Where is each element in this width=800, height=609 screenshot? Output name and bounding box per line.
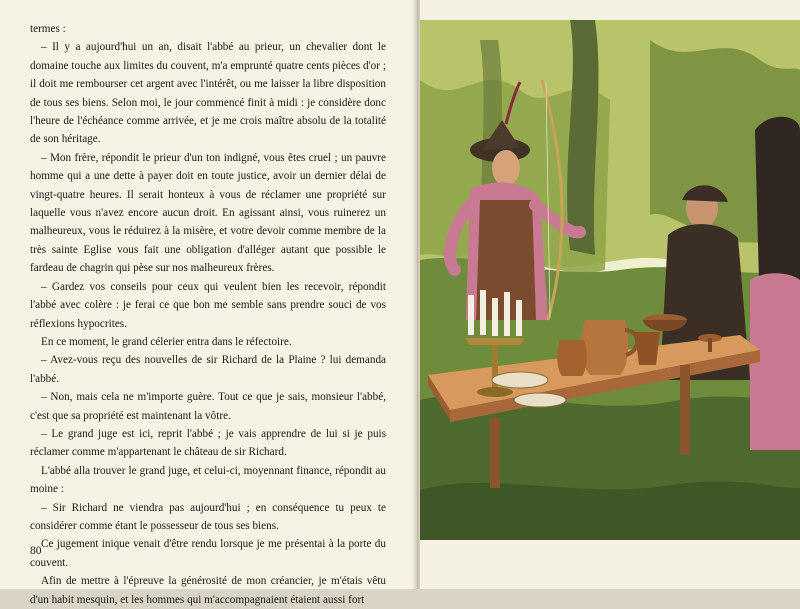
paragraph: – Non, mais cela ne m'importe guère. Tout ce que je sais, monsieur l'abbé, c'est que sa propriété est maintenant la vôtre. [30, 391, 386, 422]
mug [635, 332, 660, 365]
candle [468, 295, 474, 335]
candelabra-base [477, 387, 513, 397]
table-leg [490, 418, 500, 488]
paragraph: – Avez-vous reçu des nouvelles de sir Richard de la Plaine ? lui demanda l'abbé. [30, 354, 386, 385]
plate [514, 393, 566, 407]
ground-foreground [420, 482, 800, 540]
jug [557, 340, 587, 376]
table-leg [680, 365, 690, 455]
candle [516, 300, 522, 336]
paragraph: termes : [30, 23, 66, 35]
paragraph: L'abbé alla trouver le grand juge, et celui-ci, moyennant finance, répondit au moine : [30, 464, 386, 496]
candle [492, 298, 498, 336]
illustration-page [420, 0, 800, 589]
archer-face [492, 150, 520, 186]
plate [492, 372, 548, 388]
paragraph: Ce jugement inique venait d'être rendu lorsque je me présentai à la porte du couvent. [30, 538, 386, 569]
page-number: 80 [30, 545, 42, 557]
paragraph: En ce moment, le grand célerier entra dans le réfectoire. [41, 335, 292, 348]
candle [504, 292, 510, 336]
paragraph: – Le grand juge est ici, reprit l'abbé ; je vais apprendre de lui si je puis réclamer comme m'appartenant le château de sir Richard. [30, 427, 386, 459]
forest-banquet-illustration [420, 20, 800, 540]
body-text [30, 20, 386, 609]
candle [480, 290, 486, 335]
paragraph: – Gardez vos conseils pour ceux qui veulent bien les recevoir, répondit l'abbé avec colère : je ferai ce que bon me semble sans prendre souci de vos réflexions hypocrites. [30, 280, 386, 330]
paragraph: Afin de mettre à l'épreuve la générosité de mon créancier, je m'étais vêtu d'un habit mesquin, et les hommes qui m'accompagnaient étaient aussi fort [30, 575, 386, 606]
paragraph: – Sir Richard ne viendra pas aujourd'hui ; en conséquence tu peux te considérer comme étant le possesseur de tous ses biens. [30, 501, 386, 532]
goblet-stem [708, 338, 712, 352]
paragraph: – Il y a aujourd'hui un an, disait l'abbé au prieur, un chevalier dont le domaine touche aux limites du couvent, m'a emprunté quatre cents pièces d'or ; il doit me rembourser cet argent avec l'intérêt, ou me laisser la libre disposition de tous ses biens. Selon moi, le jour commencé finit à midi : je considère donc l'heure de l'échéance comme arrivée, et je me crois maître absolu de la totalité de son héritage. [30, 41, 386, 146]
jug [582, 320, 629, 375]
candelabra-arm [465, 338, 525, 345]
paragraph: – Mon frère, répondit le prieur d'un ton indigné, vous êtes cruel ; un pauvre homme qui a une dette à payer doit en toute justice, avoir un dernier délai de vingt-quatre heures. Il serait honteux à vous de réclamer une propriété sur laquelle vous n'avez encore aucun droit. En agissant ainsi, vous ruinerez un malheureux, vous le réduirez à la misère, et votre devoir comme membre de la très sainte Eglise vous fait une obligation d'alléger autant que possible le fardeau de chagrin qui pèse sur nos malheureux frères. [30, 151, 386, 275]
